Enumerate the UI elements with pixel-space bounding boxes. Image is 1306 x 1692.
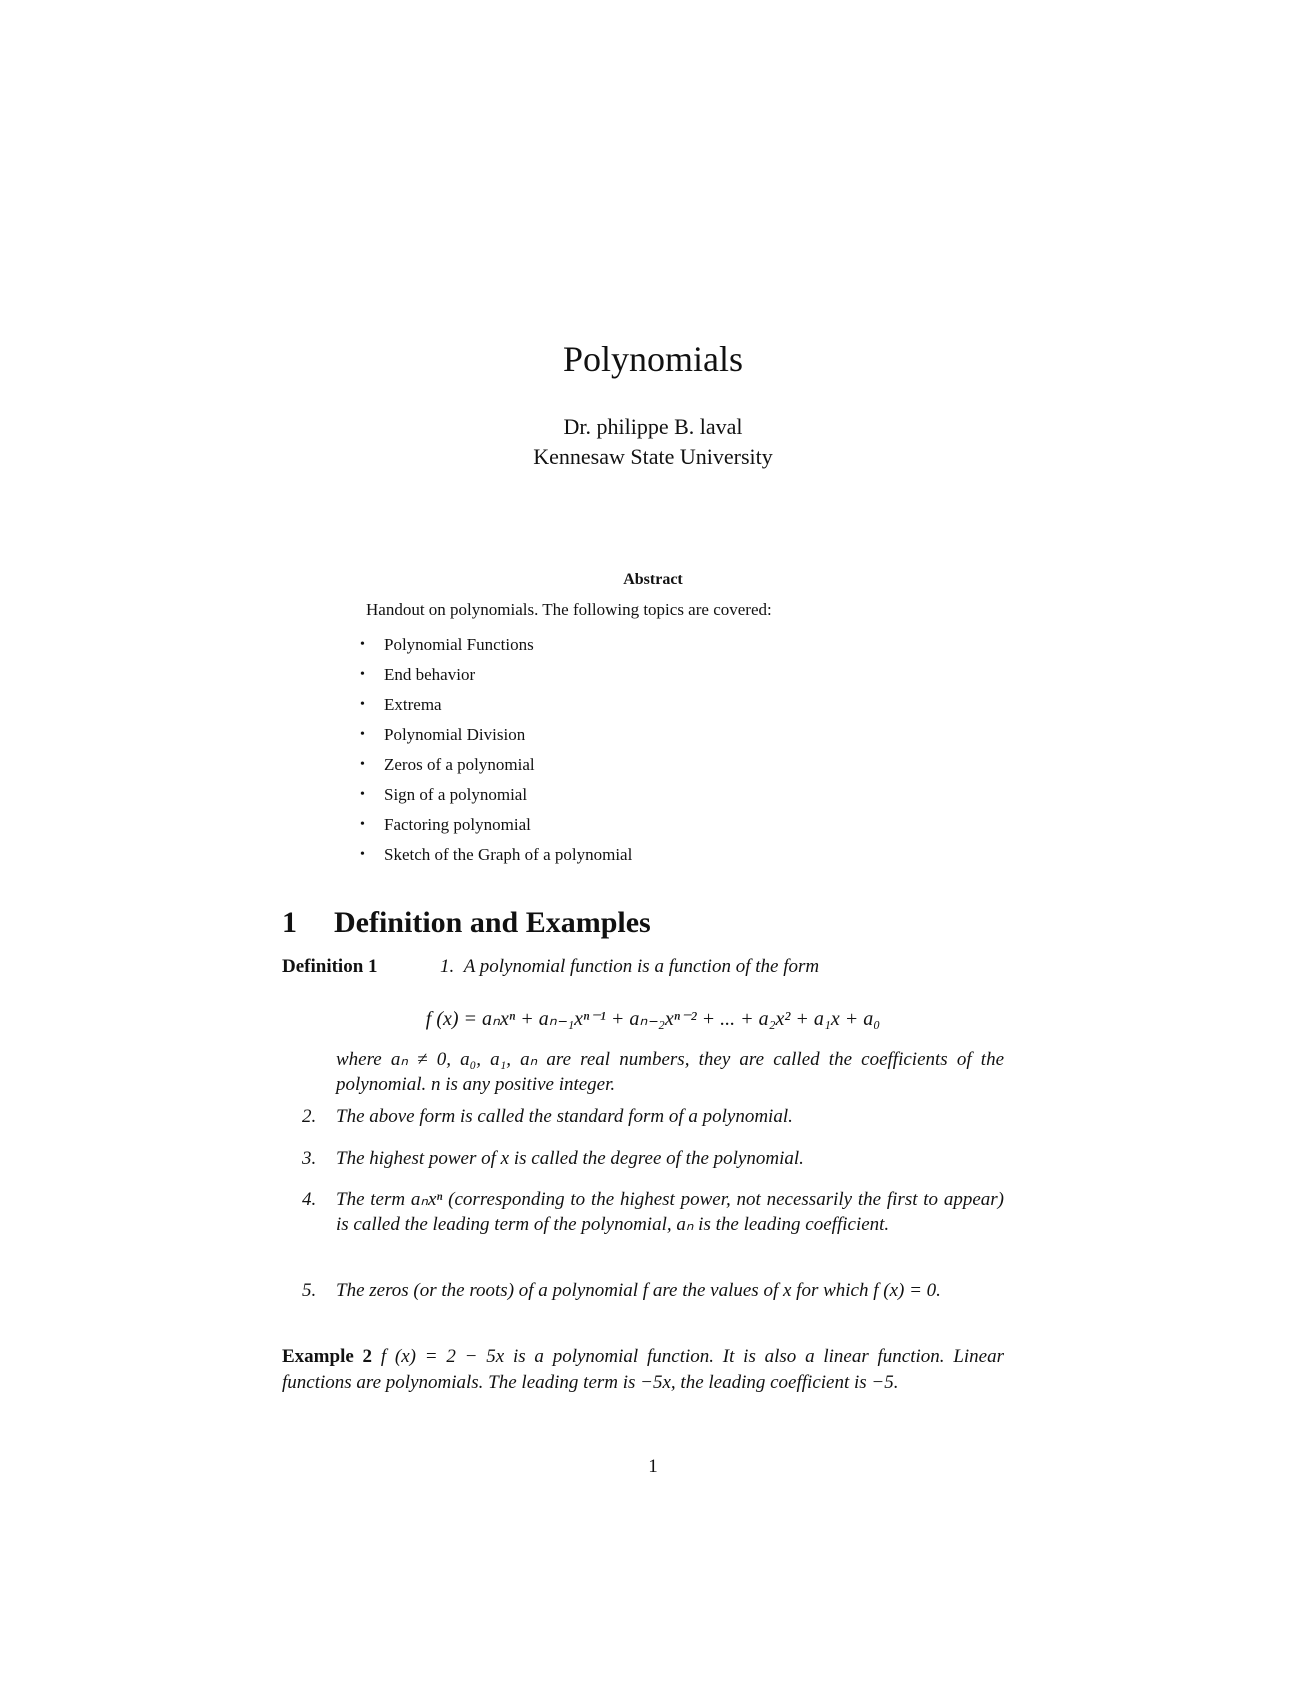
abstract-heading: Abstract xyxy=(623,571,683,588)
definition-item-number: 1. xyxy=(440,956,455,977)
definition-item-number: 5. xyxy=(302,1280,317,1301)
list-item: • End behavior xyxy=(358,662,632,692)
document-title: Polynomials xyxy=(562,339,744,379)
section-title: Definition and Examples xyxy=(334,906,651,939)
bullet-icon: • xyxy=(360,847,365,862)
list-item: • Polynomial Division xyxy=(358,722,632,752)
polynomial-formula: f (x) = aₙxⁿ + aₙ₋₁xⁿ⁻¹ + aₙ₋₂xⁿ⁻² + ... + a₂x² + a₁x + a₀ xyxy=(425,1008,881,1030)
list-item: • Factoring polynomial xyxy=(358,812,632,842)
example-label: Example 2 xyxy=(282,1346,373,1367)
definition-item-text: The zeros (or the roots) of a polynomial f are the values of x for which f (x) = 0. xyxy=(336,1280,941,1301)
definition-item-text: The term aₙxⁿ (corresponding to the highest power, not necessarily the first to appear) is called the leading term of the polynomial, aₙ is the leading coefficient. xyxy=(336,1189,1004,1235)
list-item: • Zeros of a polynomial xyxy=(358,752,632,782)
section-heading xyxy=(282,906,651,940)
bullet-icon: • xyxy=(360,697,365,712)
author-name: Dr. philippe B. laval xyxy=(563,414,743,439)
definition-item-text: The above form is called the standard form of a polynomial. xyxy=(336,1106,793,1127)
definition-label: Definition 1 xyxy=(282,956,378,977)
definition-item-text: A polynomial function is a function of the form xyxy=(463,956,820,977)
bullet-icon: • xyxy=(360,727,365,742)
list-item: • Sign of a polynomial xyxy=(358,782,632,812)
definition-item xyxy=(302,1187,1004,1237)
definition-item-text: The highest power of x is called the degree of the polynomial. xyxy=(336,1148,804,1169)
list-item: • Polynomial Functions xyxy=(358,632,632,662)
definition-item-continuation: where aₙ ≠ 0, a₀, a₁, aₙ are real numbers, they are called the coefficients of the polynomial. n is any positive integer. xyxy=(336,1049,1004,1095)
list-item: • Extrema xyxy=(358,692,632,722)
bullet-icon: • xyxy=(360,817,365,832)
example-text: f (x) = 2 − 5x is a polynomial function. It is also a linear function. Linear functions are polynomials. The leading term is −5x, the leading coefficient is −5. xyxy=(282,1346,1004,1393)
definition-header xyxy=(282,956,819,978)
definition-item-number: 2. xyxy=(302,1106,317,1127)
bullet-icon: • xyxy=(360,667,365,682)
definition-item-number: 4. xyxy=(302,1189,317,1210)
definition-item-number: 3. xyxy=(302,1148,317,1169)
section-number: 1 xyxy=(282,906,297,939)
abstract-topic-list xyxy=(358,632,632,872)
page-number: 1 xyxy=(648,1456,658,1477)
bullet-icon: • xyxy=(360,787,365,802)
author-affiliation: Kennesaw State University xyxy=(533,444,773,469)
list-item: • Sketch of the Graph of a polynomial xyxy=(358,842,632,872)
example-paragraph xyxy=(282,1344,1004,1396)
bullet-icon: • xyxy=(360,637,365,652)
definition-item xyxy=(302,1104,1004,1129)
bullet-icon: • xyxy=(360,757,365,772)
definition-item xyxy=(302,1146,1004,1171)
definition-item xyxy=(302,1278,1004,1303)
abstract-intro: Handout on polynomials. The following topics are covered: xyxy=(366,600,772,619)
